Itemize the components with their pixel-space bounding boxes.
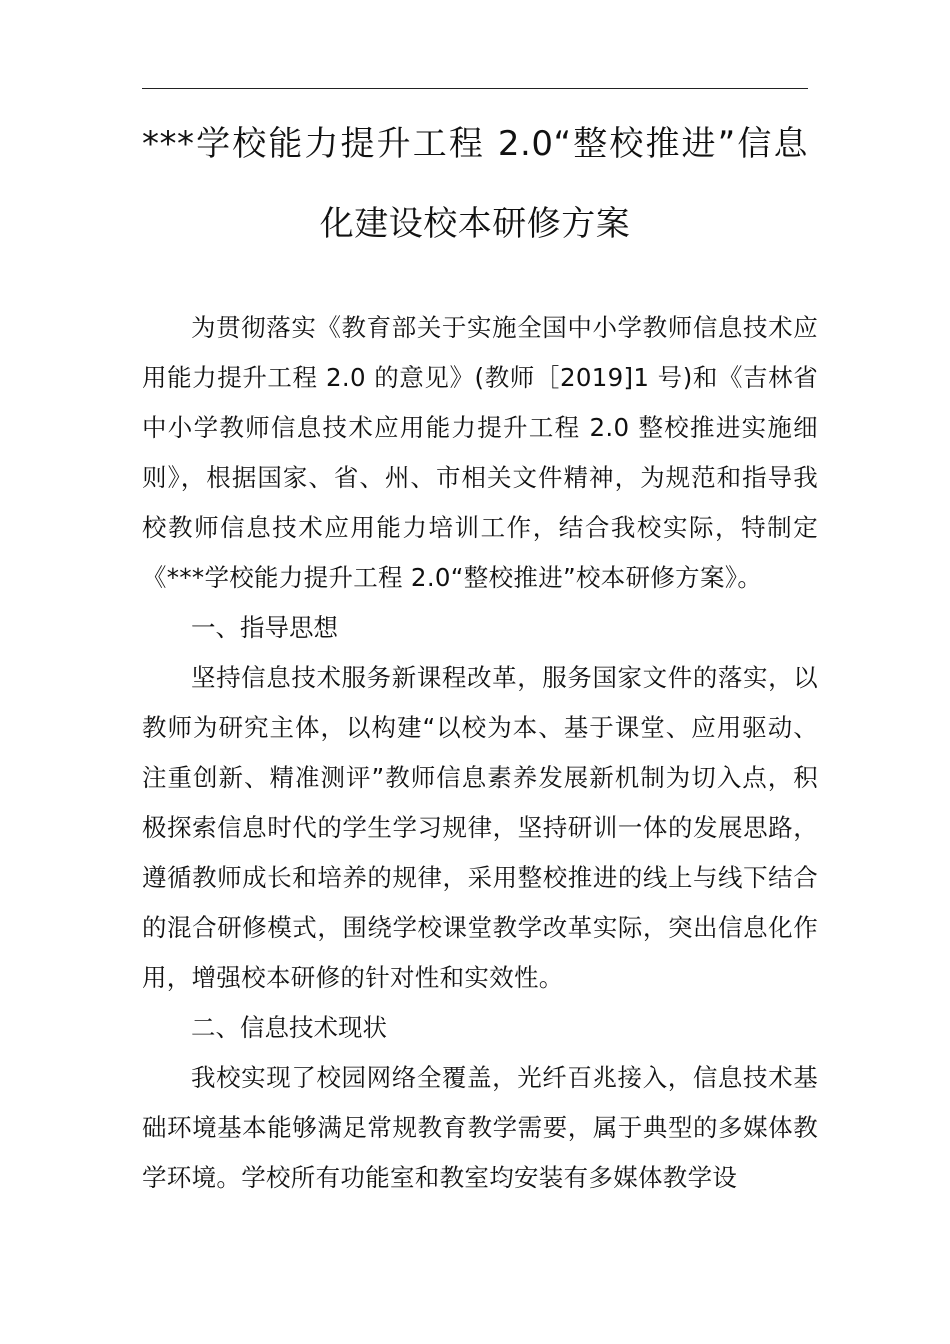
intro-paragraph: 为贯彻落实《教育部关于实施全国中小学教师信息技术应用能力提升工程 2.0 的意见》(教师［2019]1 号)和《吉林省中小学教师信息技术应用能力提升工程 2.0 整校推进实施细则》，根据国家、省、州、市相关文件精神，为规范和指导我校教师信息技术应用能力培训工作，结合我校实际，特制定《***学校能力提升工程 2.0“整校推进”校本研修方案》。 <box>142 313 818 592</box>
section-heading-it-status: 二、信息技术现状 <box>191 1013 387 1042</box>
document-title <box>142 104 808 264</box>
section-paragraph-it-status: 我校实现了校园网络全覆盖，光纤百兆接入，信息技术基础环境基本能够满足常规教育教学需要，属于典型的多媒体教学环境。学校所有功能室和教室均安装有多媒体教学设 <box>142 1063 818 1192</box>
title-line-1: ***学校能力提升工程 2.0“整校推进”信息 <box>142 124 808 164</box>
header-rule <box>142 88 808 89</box>
document-body <box>142 303 818 1203</box>
section-paragraph-guiding-ideology: 坚持信息技术服务新课程改革，服务国家文件的落实，以教师为研究主体，以构建“以校为本、基于课堂、应用驱动、注重创新、精准测评”教师信息素养发展新机制为切入点，积极探索信息时代的学生学习规律，坚持研训一体的发展思路，遵循教师成长和培养的规律，采用整校推进的线上与线下结合的混合研修模式，围绕学校课堂教学改革实际，突出信息化作用，增强校本研修的针对性和实效性。 <box>142 663 818 992</box>
section-heading-guiding-ideology: 一、指导思想 <box>191 613 338 642</box>
title-line-2: 化建设校本研修方案 <box>319 204 631 244</box>
